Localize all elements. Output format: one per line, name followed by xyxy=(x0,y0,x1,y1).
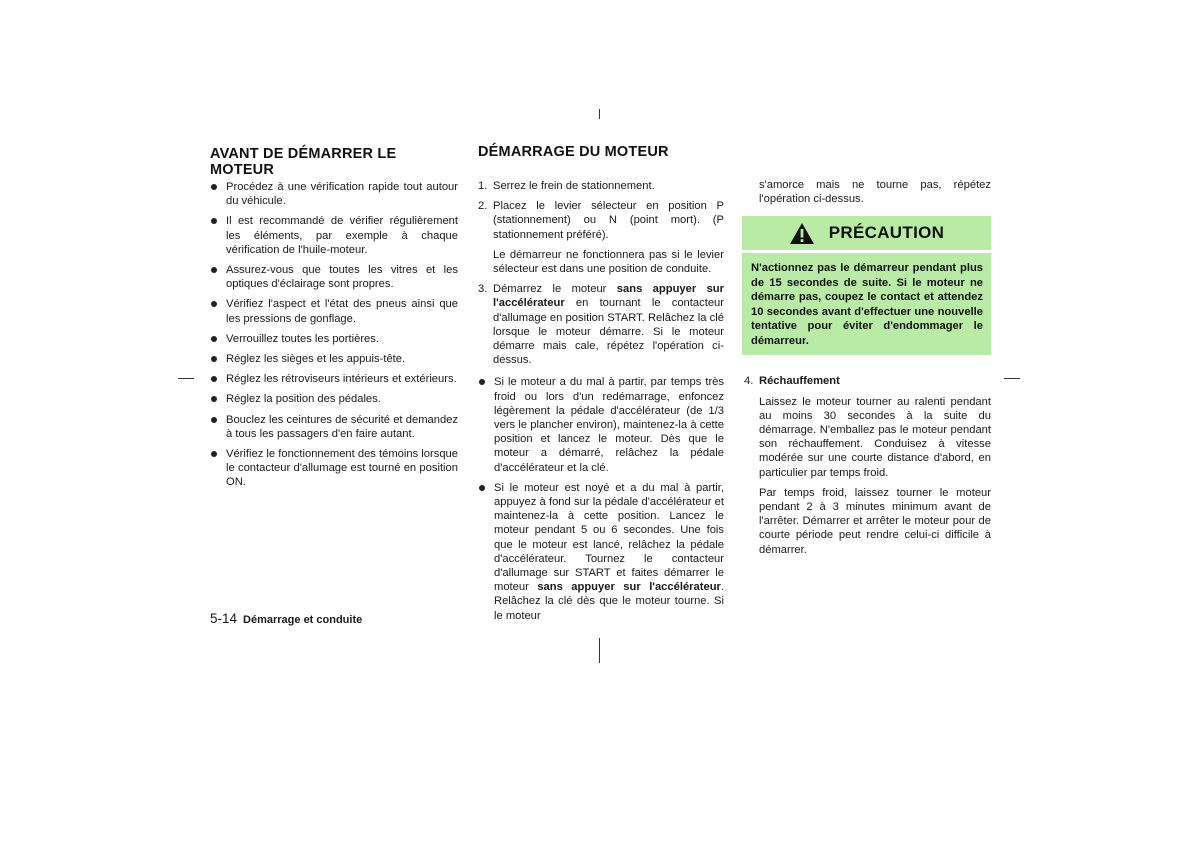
step-note: Le démarreur ne fonctionnera pas si le levier sélecteur est dans une position de conduite. xyxy=(493,248,724,276)
section-heading-before-starting: AVANT DE DÉMARRER LE MOTEUR xyxy=(210,146,397,178)
list-item: Réglez la position des pédales. xyxy=(210,392,458,406)
step-item xyxy=(742,374,991,388)
paragraph: Par temps froid, laissez tourner le moteur pendant 2 à 3 minutes minimum avant de l'arrêter. Démarrer et arrêter le moteur pour de courte période peut rendre celui-ci difficile à démarrer. xyxy=(759,486,991,556)
caution-text: N'actionnez pas le démarreur pendant plus de 15 secondes de suite. Si le moteur ne démarre pas, coupez le contact et attendez 10 secondes avant d'effectuer une nouvelle tentative pour éviter d'endommager le démarreur. xyxy=(751,262,983,347)
checklist xyxy=(210,180,458,490)
right-column xyxy=(742,178,991,563)
continuation-text: s'amorce mais ne tourne pas, répétez l'opération ci-dessus. xyxy=(759,179,991,206)
step-text: Serrez le frein de stationnement. xyxy=(493,180,655,192)
step-item xyxy=(478,179,724,193)
caution-title: PRÉCAUTION xyxy=(828,223,945,243)
list-item: Verrouillez toutes les portières. xyxy=(210,332,458,346)
section-title: Démarrage et conduite xyxy=(243,614,363,626)
step-text: Placez le levier sélecteur en position P (stationnement) ou N (point mort). (P stationnement préféré). xyxy=(493,200,724,241)
list-item: Si le moteur a du mal à partir, par temps très froid ou lors d'un redémarrage, enfoncez légèrement la pédale d'accélérateur (de 1/3 vers le plancher environ), maintenez-la à cette position et lancez le moteur. Dès que le moteur a démarré, relâchez la pédale d'accélérateur et la clé. xyxy=(478,375,724,474)
step-number: 4. xyxy=(744,375,754,388)
list-item: Si le moteur est noyé et a du mal à partir, appuyez à fond sur la pédale d'accélérateur et maintenez-la à cette position. Lancez le moteur pendant 5 ou 6 secondes. Une fois que le moteur est lancé, relâchez la pédale d'accélérateur. Tournez le contacteur d'allumage sur START et faites démarrer le moteur sans appuyer sur l'accélérateur. Relâchez la clé dès que le moteur tourne. Si le moteur xyxy=(478,481,724,623)
top-center-tick xyxy=(599,109,600,119)
list-item: Il est recommandé de vérifier régulièrement les éléments, par exemple à chaque vérification de l'huile-moteur. xyxy=(210,214,458,257)
list-item: Bouclez les ceintures de sécurité et demandez à tous les passagers d'en faire autant. xyxy=(210,413,458,441)
page-footer xyxy=(210,611,362,626)
section-heading-engine-start: DÉMARRAGE DU MOTEUR xyxy=(478,144,669,160)
step-number: 3. xyxy=(478,283,488,296)
list-item: Vérifiez l'aspect et l'état des pneus ainsi que les pressions de gonflage. xyxy=(210,297,458,325)
step-item xyxy=(478,199,724,242)
list-item: Procédez à une vérification rapide tout autour du véhicule. xyxy=(210,180,458,208)
steps-list xyxy=(478,282,724,367)
list-item: Réglez les sièges et les appuis-tête. xyxy=(210,352,458,366)
step-title: Réchauffement xyxy=(759,375,840,388)
left-margin-tick xyxy=(178,378,194,379)
steps-list xyxy=(478,179,724,242)
list-item: Vérifiez le fonctionnement des témoins lorsque le contacteur d'allumage est tourné en position ON. xyxy=(210,447,458,490)
list-item: Assurez-vous que toutes les vitres et les optiques d'éclairage sont propres. xyxy=(210,263,458,291)
step-number: 1. xyxy=(478,180,488,192)
paragraph: Laissez le moteur tourner au ralenti pendant au moins 30 secondes à la suite du démarrage. N'emballez pas le moteur pendant son réchauffement. Conduisez à vitesse modérée sur une courte distance d'abord, en particulier par temps froid. xyxy=(759,395,991,479)
step-item xyxy=(478,282,724,367)
bottom-center-tick xyxy=(599,638,600,663)
middle-column xyxy=(478,144,724,629)
list-item: Réglez les rétroviseurs intérieurs et extérieurs. xyxy=(210,372,458,386)
warning-triangle-icon xyxy=(789,222,815,245)
bullet-list xyxy=(478,375,724,622)
step-number: 2. xyxy=(478,200,488,213)
left-column xyxy=(210,146,458,496)
page-number: 5-14 xyxy=(210,611,238,626)
caution-header xyxy=(742,216,991,253)
right-margin-tick xyxy=(1004,378,1020,379)
emphasis: sans appuyer sur l'accélérateur xyxy=(493,283,724,310)
caution-box xyxy=(742,216,991,355)
emphasis: sans appuyer sur l'accélérateur xyxy=(537,581,721,594)
step-text: Démarrez le moteur sans appuyer sur l'accélérateur en tournant le contacteur d'allumage en position START. Relâchez la clé lorsque le moteur démarre. Si le moteur démarre mais cale, répétez l'opération ci-dessus. xyxy=(493,283,724,367)
